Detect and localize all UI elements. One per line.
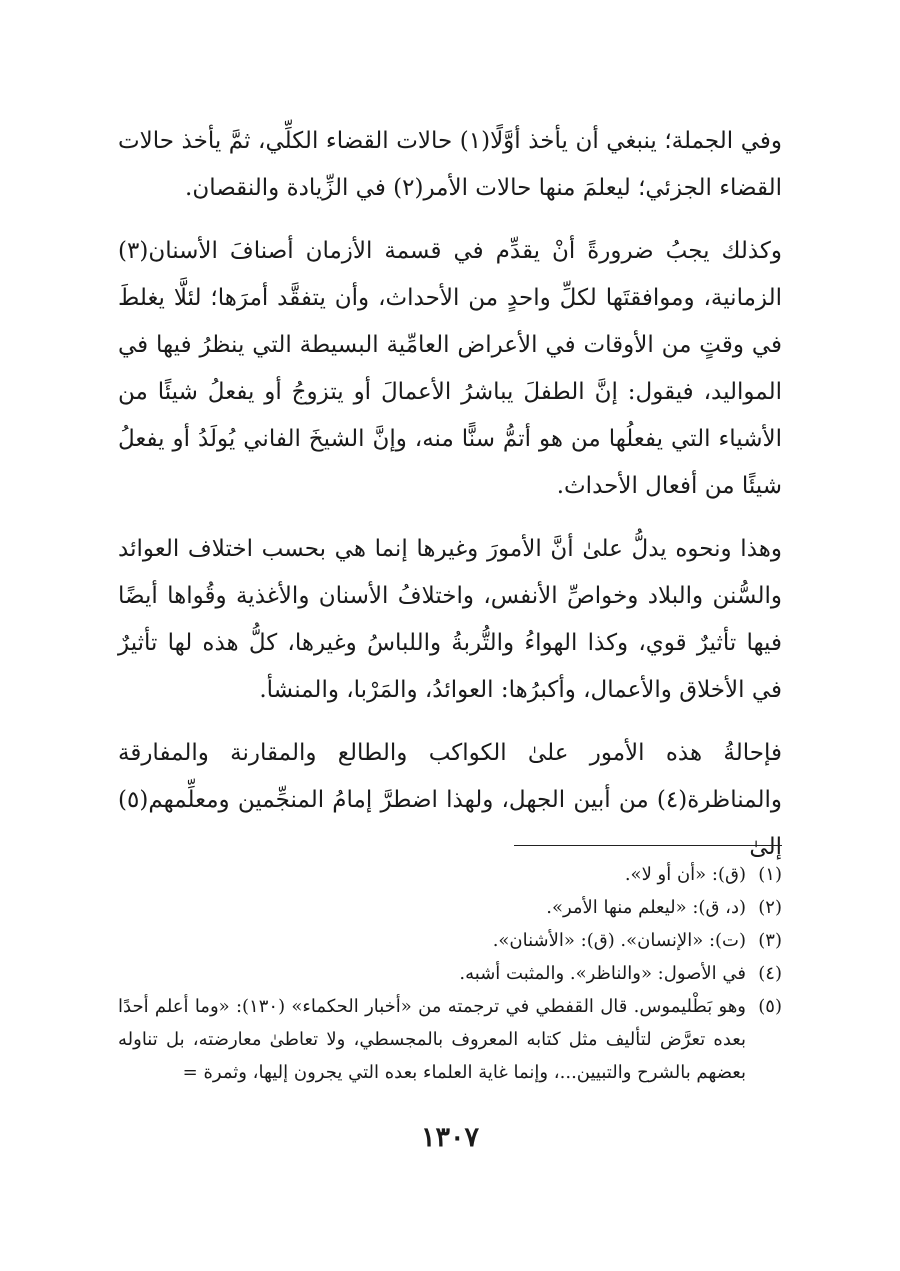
paragraph-4: فإحالةُ هذه الأمور علىٰ الكواكب والطالع والمقارنة والمفارقة والمناظرة(٤) من أبين الجهل، ولهذا اضطرَّ إمامُ المنجِّمين ومعلِّمهم(٥) إلىٰ [118, 740, 782, 860]
footnote-number: (٤) [758, 963, 782, 984]
footnote-number: (٣) [758, 930, 782, 951]
paragraph-1: وفي الجملة؛ ينبغي أن يأخذ أوَّلًا(١) حالات القضاء الكلِّي، ثمَّ يأخذ حالات القضاء الجزئي؛ ليعلمَ منها حالات الأمر(٢) في الزِّيادة والنقصان. [118, 128, 782, 201]
footnote-item [118, 858, 782, 891]
main-text [118, 118, 782, 887]
footnote-text: (ق): «أن أو لا». [624, 864, 746, 885]
footnote-number: (٥) [758, 996, 782, 1017]
footnote-item [118, 957, 782, 990]
footnote-divider [514, 845, 782, 846]
paragraph-2: وكذلك يجبُ ضرورةً أنْ يقدِّم في قسمة الأزمان أصنافَ الأسنان(٣) الزمانية، وموافقتَها لكلِّ واحدٍ من الأحداث، وأن يتفقَّد أمرَها؛ لئلَّا يغلطَ في وقتٍ من الأوقات في الأعراض العامِّية البسيطة التي ينظرُ فيها في المواليد، فيقول: إنَّ الطفلَ يباشرُ الأعمالَ أو يتزوجُ أو يفعلُ شيئًا من الأشياء التي يفعلُها من هو أتمُّ سنًّا منه، وإنَّ الشيخَ الفاني يُولَدُ أو يفعلُ شيئًا من أفعال الأحداث. [118, 238, 782, 499]
footnote-text: في الأصول: «والناظر». والمثبت أشبه. [459, 963, 746, 984]
footnote-item [118, 924, 782, 957]
footnote-text: وهو بَطْليموس. قال القفطي في ترجمته من «أخبار الحكماء» (١٣٠): «وما أعلم أحدًا بعده تعرَّض لتأليف مثل كتابه المعروف بالمجسطي، ولا تعاطىٰ معارضته، بل تناوله بعضهم بالشرح والتبيين...، وإنما غاية العلماء بعده التي يجرون إليها، وثمرة = [118, 996, 747, 1083]
footnote-number: (٢) [758, 897, 782, 918]
footnote-number: (١) [758, 864, 782, 885]
footnote-item [118, 990, 782, 1089]
footnote-text: (ت): «الإنسان». (ق): «الأشنان». [492, 930, 746, 951]
page-number: ١٣٠٧ [420, 1122, 479, 1153]
footnotes-list [118, 858, 782, 1089]
footnote-text: (د، ق): «ليعلم منها الأمر». [546, 897, 746, 918]
paragraph-3: وهذا ونحوه يدلُّ علىٰ أنَّ الأمورَ وغيرها إنما هي بحسب اختلاف العوائد والسُّنن والبلاد وخواصِّ الأنفس، واختلافُ الأسنان والأغذية وقُواها أيضًا فيها تأثيرٌ قوي، وكذا الهواءُ والتُّربةُ واللباسُ وغيرها، كلُّ هذه لها تأثيرٌ في الأخلاق والأعمال، وأكبرُها: العوائدُ، والمَرْبا، والمنشأ. [118, 536, 782, 703]
footnote-item [118, 891, 782, 924]
